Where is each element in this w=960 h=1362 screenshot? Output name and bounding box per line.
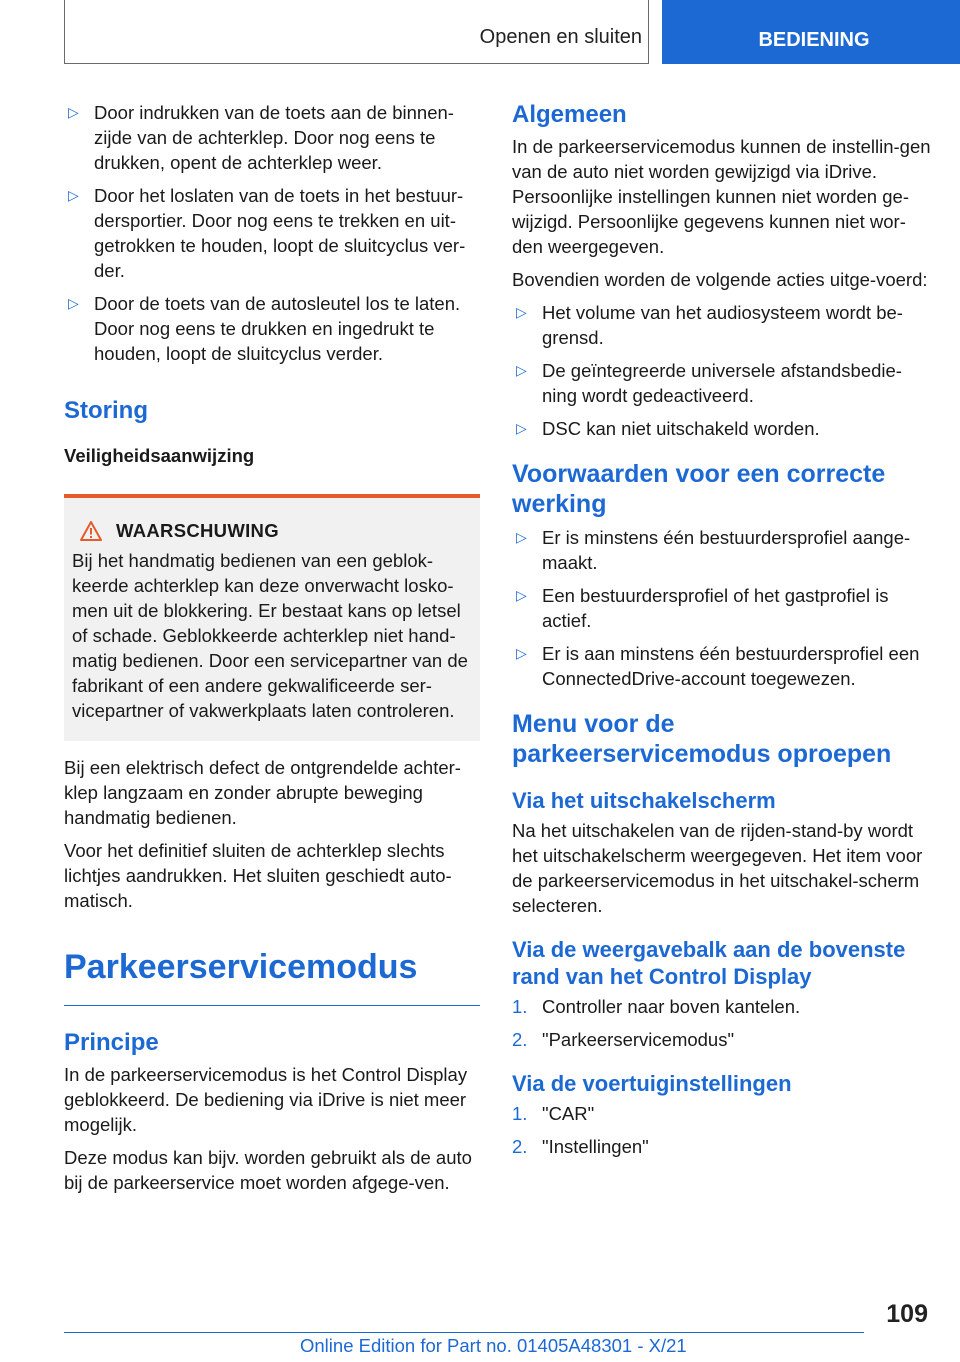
paragraph: Voor het definitief sluiten de achterklep slechts lichtjes aandrukken. Het sluiten geschiedt auto-matisch. xyxy=(64,840,452,911)
list-item: 2. "Parkeerservicemodus" xyxy=(512,1029,735,1050)
weergave-heading: Via de weergavebalk aan de bovenste rand van het Control Display xyxy=(512,937,906,989)
voorwaarden-list xyxy=(512,525,932,691)
list-item: ▷ De geïntegreerde universele afstandsbedie-ning wordt gedeactiveerd. xyxy=(516,360,902,406)
weergave-steps xyxy=(512,994,932,1052)
list-item: ▷ Door het loslaten van de toets in het bestuur-dersportier. Door nog eens te trekken en uit-getrokken te houden, loopt de sluitcyclus ver-der. xyxy=(68,185,466,281)
list-item: ▷ DSC kan niet uitschakeld worden. xyxy=(516,418,820,439)
triangle-bullet-icon: ▷ xyxy=(68,187,79,203)
triangle-bullet-icon: ▷ xyxy=(516,420,527,436)
header-chapter-label: BEDIENING xyxy=(758,29,870,51)
principe-heading: Principe xyxy=(64,1029,159,1056)
list-item: 2. "Instellingen" xyxy=(512,1136,649,1157)
list-item: ▷ Er is aan minstens één bestuurdersprofiel een ConnectedDrive-account toegewezen. xyxy=(516,643,920,689)
list-item: ▷ Er is minstens één bestuurdersprofiel aange-maakt. xyxy=(516,527,911,573)
warning-title-row xyxy=(72,520,470,542)
voorwaarden-heading: Voorwaarden voor een correcte werking xyxy=(512,460,886,518)
algemeen-list xyxy=(512,300,932,441)
opening-methods-list xyxy=(64,100,480,366)
paragraph: Bovendien worden de volgende acties uitge-voerd: xyxy=(512,269,928,290)
paragraph: In de parkeerservicemodus kunnen de instellin-gen van de auto niet worden gewijzigd via iDrive. Persoonlijke instellingen kunnen niet worden ge-wijzigd. Persoonlijke gegevens kunnen niet wor-den weergegeven. xyxy=(512,136,931,257)
safety-heading: Veiligheidsaanwijzing xyxy=(64,445,255,466)
list-item: ▷ Het volume van het audiosysteem wordt be-grensd. xyxy=(516,302,903,348)
footer-edition: Online Edition for Part no. 01405A48301 - X/21 xyxy=(300,1335,687,1356)
chapter-title: Parkeerservicemodus xyxy=(64,947,480,1006)
triangle-bullet-icon: ▷ xyxy=(516,362,527,378)
paragraph: In de parkeerservicemodus is het Control Display geblokkeerd. De bediening via iDrive is niet meer mogelijk. xyxy=(64,1064,468,1135)
footer-divider xyxy=(64,1332,864,1333)
menu-heading: Menu voor de parkeerservicemodus oproepen xyxy=(512,710,892,768)
list-item: 1. Controller naar boven kantelen. xyxy=(512,996,801,1017)
triangle-bullet-icon: ▷ xyxy=(516,587,527,603)
algemeen-heading: Algemeen xyxy=(512,101,627,128)
triangle-bullet-icon: ▷ xyxy=(516,645,527,661)
voertuig-heading: Via de voertuiginstellingen xyxy=(512,1071,792,1096)
warning-text: Bij het handmatig bedienen van een geblok-keerde achterklep kan deze onverwacht losko-men uit de blokkering. Er bestaat kans op letsel of schade. Geblokkeerde achterklep niet hand-matig bedienen. Door een servicepartner van de fabrikant of een andere gekwalificeerde ser-vicepartner of vakwerkplaats laten controleren. xyxy=(72,550,468,721)
triangle-bullet-icon: ▷ xyxy=(516,304,527,320)
triangle-bullet-icon: ▷ xyxy=(68,104,79,120)
paragraph: Na het uitschakelen van de rijden-stand-by wordt het uitschakelscherm weergegeven. Het item voor de parkeerservicemodus in het uitschakel-scherm selecteren. xyxy=(512,820,923,916)
header-section-title: Openen en sluiten xyxy=(479,26,642,48)
list-item: ▷ Door indrukken van de toets aan de binnen-zijde van de achterklep. Door nog eens te drukken, opent de achterklep weer. xyxy=(68,102,454,173)
header-chapter-tab xyxy=(662,0,960,64)
list-item: 1. "CAR" xyxy=(512,1103,595,1124)
right-column xyxy=(512,100,932,1167)
uitschakel-heading: Via het uitschakelscherm xyxy=(512,788,776,813)
triangle-bullet-icon: ▷ xyxy=(516,529,527,545)
warning-triangle-icon xyxy=(80,521,102,541)
voertuig-steps xyxy=(512,1101,932,1159)
page-number: 109 xyxy=(886,1300,928,1328)
storing-heading: Storing xyxy=(64,397,148,424)
list-item: ▷ Door de toets van de autosleutel los te laten. Door nog eens te drukken en ingedrukt te houden, loopt de sluitcyclus verder. xyxy=(68,293,461,364)
paragraph: Deze modus kan bijv. worden gebruikt als de auto bij de parkeerservice moet worden afgege-ven. xyxy=(64,1147,472,1193)
paragraph: Bij een elektrisch defect de ontgrendelde achter-klep langzaam en zonder abrupte beweging handmatig bedienen. xyxy=(64,757,461,828)
triangle-bullet-icon: ▷ xyxy=(68,295,79,311)
left-column xyxy=(64,100,480,1203)
warning-title: WAARSCHUWING xyxy=(116,520,279,541)
warning-box xyxy=(64,494,480,741)
list-item: ▷ Een bestuurdersprofiel of het gastprofiel is actief. xyxy=(516,585,889,631)
